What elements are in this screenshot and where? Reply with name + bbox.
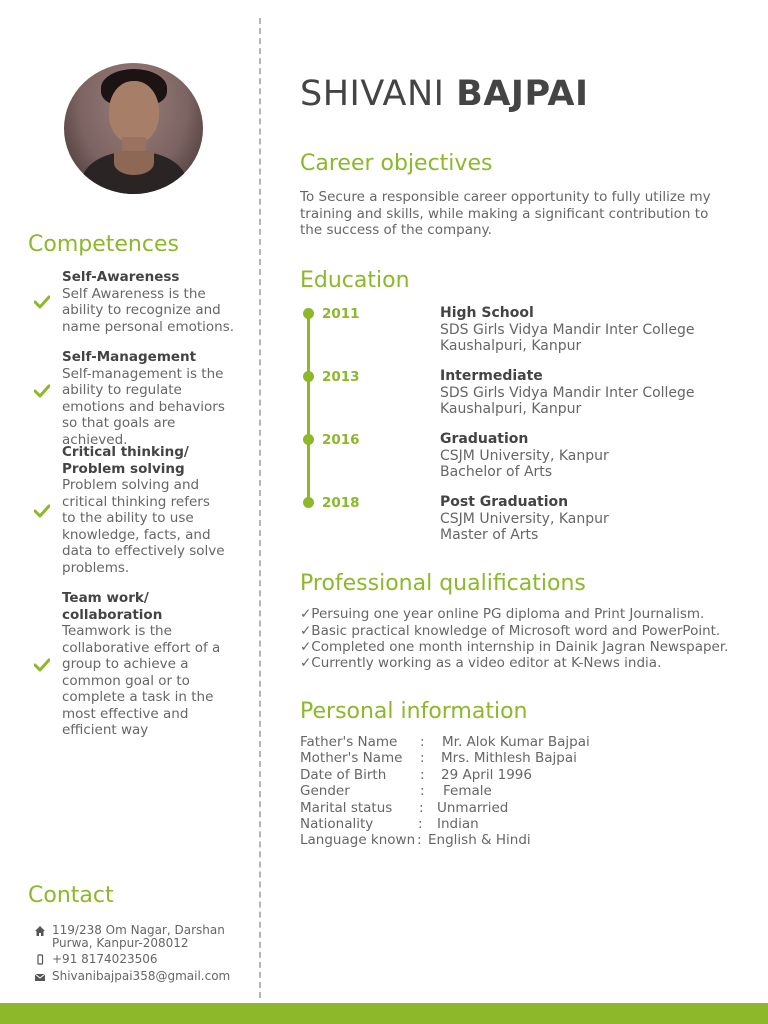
dashed-divider: [259, 18, 261, 998]
qualification-item: ✓Basic practical knowledge of Microsoft word and PowerPoint.: [300, 623, 721, 639]
education-line: Master of Arts: [440, 527, 539, 543]
competence-item: [62, 590, 242, 739]
email-link[interactable]: Shivanibajpai358@gmail.com: [52, 969, 231, 983]
education-year: 2011: [322, 306, 360, 322]
envelope-icon: [34, 971, 46, 983]
education-item: [440, 305, 760, 355]
first-name: SHIVANI: [300, 74, 445, 114]
competences-heading: Competences: [28, 232, 179, 257]
personal-value: Female: [443, 783, 492, 799]
page-title: [300, 74, 589, 114]
education-item: [440, 431, 760, 481]
education-year: 2016: [322, 432, 360, 448]
qualifications-heading: Professional qualifications: [300, 571, 586, 596]
competence-item: [62, 269, 242, 335]
education-title: High School: [440, 305, 534, 321]
competence-title: Team work/ collaboration: [62, 590, 163, 623]
education-title: Graduation: [440, 431, 529, 447]
education-year: 2013: [322, 369, 360, 385]
education-item: [440, 368, 760, 418]
last-name: BAJPAI: [456, 74, 589, 114]
personal-separator: :: [420, 783, 425, 799]
education-title: Post Graduation: [440, 494, 569, 510]
timeline-line: [307, 313, 310, 503]
education-year: 2018: [322, 495, 360, 511]
check-icon: [34, 658, 50, 672]
contact-phone: [34, 953, 234, 967]
education-title: Intermediate: [440, 368, 543, 384]
personal-label: Language known: [300, 832, 416, 848]
personal-label: Mother's Name: [300, 750, 403, 766]
timeline-dot: [303, 371, 314, 382]
education-line: SDS Girls Vidya Mandir Inter College: [440, 321, 695, 338]
career-text: To Secure a responsible career opportunity to fully utilize my training and skills, while making a significant contribution to the success of the company.: [300, 189, 711, 238]
competence-desc: Self-management is the ability to regulate emotions and behaviors so that goals are achieved.: [62, 365, 225, 448]
footer-accent-bar: [0, 1003, 768, 1024]
education-line: CSJM University, Kanpur: [440, 447, 609, 464]
competence-item: [62, 444, 227, 576]
personal-label: Marital status: [300, 800, 393, 816]
check-icon: [34, 295, 50, 309]
personal-heading: Personal information: [300, 699, 528, 724]
competence-title: Critical thinking/ Problem solving: [62, 444, 189, 477]
personal-separator: :: [418, 816, 423, 832]
competence-title: Self-Management: [62, 349, 197, 365]
education-line: Kaushalpuri, Kanpur: [440, 401, 582, 417]
education-line: Bachelor of Arts: [440, 464, 553, 480]
timeline-dot: [303, 434, 314, 445]
qualification-item: ✓Currently working as a video editor at K-News india.: [300, 655, 662, 671]
personal-label: Nationality: [300, 816, 374, 832]
competence-title: Self-Awareness: [62, 269, 180, 285]
personal-value: Indian: [437, 816, 479, 832]
personal-separator: :: [420, 750, 425, 766]
personal-label: Father's Name: [300, 734, 398, 750]
timeline-dot: [303, 308, 314, 319]
mobile-phone-icon: [34, 954, 46, 966]
home-icon: [34, 925, 46, 937]
personal-label: Date of Birth: [300, 767, 387, 783]
check-icon: [34, 384, 50, 398]
personal-separator: :: [420, 767, 425, 783]
education-line: SDS Girls Vidya Mandir Inter College: [440, 384, 695, 401]
personal-value: Unmarried: [437, 800, 509, 816]
contact-address: [34, 924, 234, 952]
personal-value: English & Hindi: [428, 832, 531, 848]
education-line: Kaushalpuri, Kanpur: [440, 338, 582, 354]
career-heading: Career objectives: [300, 151, 493, 176]
education-line: CSJM University, Kanpur: [440, 510, 609, 527]
address-text: 119/238 Om Nagar, Darshan Purwa, Kanpur-208012: [52, 923, 225, 950]
competence-desc: Self Awareness is the ability to recognize and name personal emotions.: [62, 285, 235, 335]
education-heading: Education: [300, 268, 410, 293]
personal-value: Mrs. Mithlesh Bajpai: [441, 750, 577, 766]
timeline-dot: [303, 497, 314, 508]
personal-separator: :: [419, 800, 424, 816]
personal-separator: :: [417, 832, 422, 848]
competence-item: [62, 349, 242, 448]
qualification-item: ✓Completed one month internship in Dainik Jagran Newspaper.: [300, 639, 729, 655]
contact-heading: Contact: [28, 883, 114, 908]
phone-text[interactable]: +91 8174023506: [52, 952, 158, 966]
contact-email: [34, 970, 234, 984]
qualification-item: ✓Persuing one year online PG diploma and Print Journalism.: [300, 606, 705, 622]
education-item: [440, 494, 760, 544]
personal-separator: :: [420, 734, 425, 750]
personal-value: 29 April 1996: [441, 767, 532, 783]
check-icon: [34, 504, 50, 518]
personal-value: Mr. Alok Kumar Bajpai: [442, 734, 590, 750]
personal-label: Gender: [300, 783, 350, 799]
competence-desc: Problem solving and critical thinking refers to the ability to use knowledge, facts, and data to effectively solve problems.: [62, 477, 225, 576]
profile-photo: [64, 63, 203, 194]
competence-desc: Teamwork is the collaborative effort of a group to achieve a common goal or to complete a task in the most effective and efficient way: [62, 623, 221, 738]
